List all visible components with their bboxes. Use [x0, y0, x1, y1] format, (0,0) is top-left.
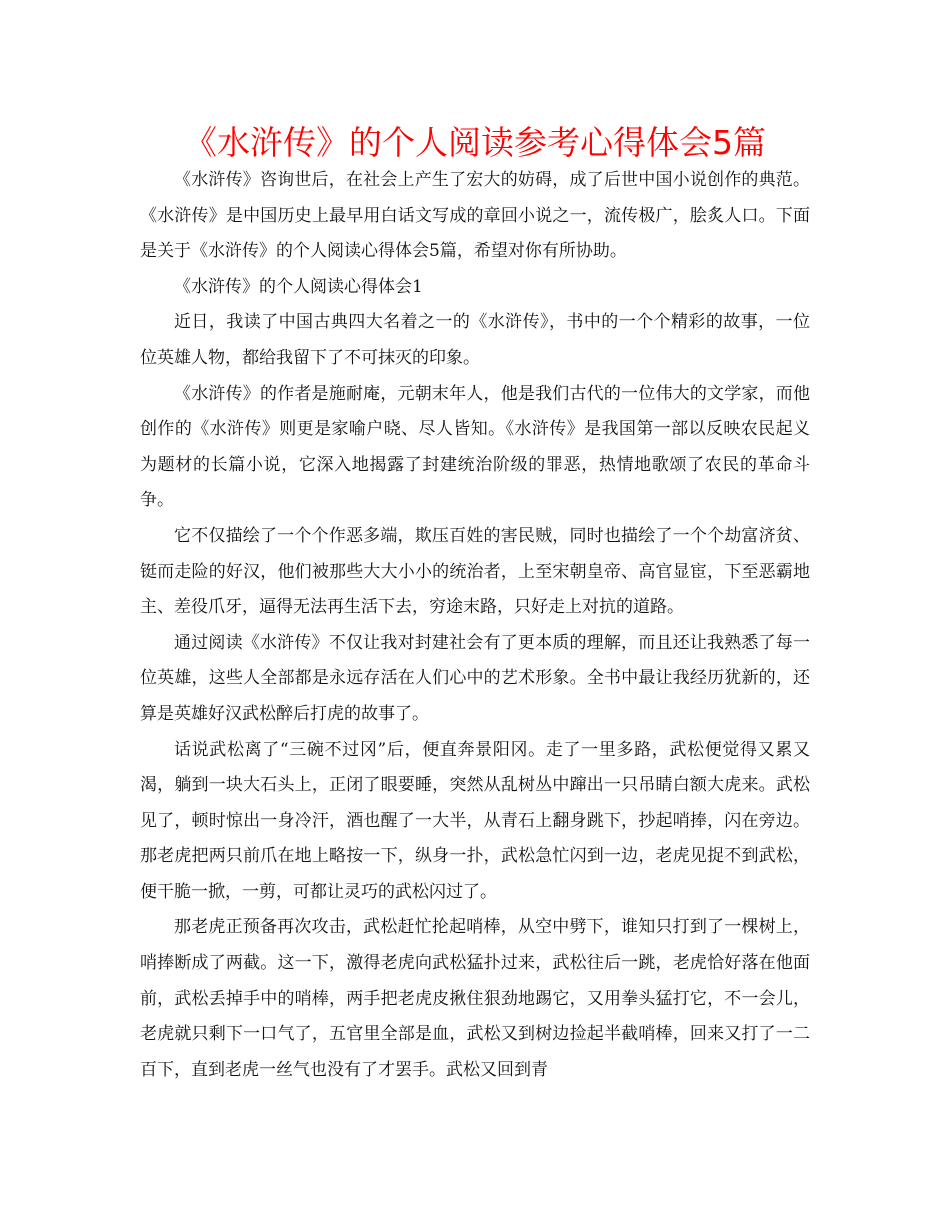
paragraph: 通过阅读《水浒传》不仅让我对封建社会有了更本质的理解，而且还让我熟悉了每一位英雄，这些人全部都是永远存活在人们心中的艺术形象。全书中最让我经历犹新的，还算是英雄好汉武松醉后打虎的故事了。	[140, 632, 810, 724]
paragraph: 那老虎正预备再次攻击，武松赶忙抡起哨棒，从空中劈下，谁知只打到了一棵树上，哨捧断成了两截。这一下，激得老虎向武松猛扑过来，武松往后一跳，老虎恰好落在他面前，武松丢掉手中的哨棒，两手把老虎皮揪住狠劲地踢它，又用拳头猛打它，不一会儿，老虎就只剩下一口气了，五官里全部是血，武松又到树边捡起半截哨棒，回来又打了一二百下，直到老虎一丝气也没有了才罢手。武松又回到青	[140, 917, 810, 1080]
document-body	[140, 163, 810, 1088]
document-title: 《水浒传》的个人阅读参考心得体会5篇	[184, 123, 766, 162]
section-heading: 《水浒传》的个人阅读心得体会1	[174, 276, 423, 297]
paragraph: 近日，我读了中国古典四大名着之一的《水浒传》，书中的一个个精彩的故事，一位位英雄人物，都给我留下了不可抹灭的印象。	[140, 312, 810, 368]
paragraph: 它不仅描绘了一个个作恶多端，欺压百姓的害民贼，同时也描绘了一个个劫富济贫、铤而走险的好汉，他们被那些大大小小的统治者，上至宋朝皇帝、高官显宦，下至恶霸地主、差役爪牙，逼得无法再生活下去，穷途末路，只好走上对抗的道路。	[140, 525, 810, 618]
paragraph: 话说武松离了“三碗不过冈”后，便直奔景阳冈。走了一里多路，武松便觉得又累又渴，躺到一块大石头上，正闭了眼要睡，突然从乱树丛中蹿出一只吊睛白额大虎来。武松见了，顿时惊出一身冷汗，酒也醒了一大半，从青石上翻身跳下，抄起哨捧，闪在旁边。那老虎把两只前爪在地上略按一下，纵身一扑，武松急忙闪到一边，老虎见捉不到武松，便干脆一掀，一剪，可都让灵巧的武松闪过了。	[140, 739, 810, 902]
paragraph: 《水浒传》的作者是施耐庵，元朝末年人，他是我们古代的一位伟大的文学家，而他创作的《水浒传》则更是家喻户晓、尽人皆知。《水浒传》是我国第一部以反映农民起义为题材的长篇小说，它深入地揭露了封建统治阶级的罪恶，热情地歌颂了农民的革命斗争。	[140, 383, 810, 511]
paragraph-intro: 《水浒传》咨询世后，在社会上产生了宏大的妨碍，成了后世中国小说创作的典范。《水浒传》是中国历史上最早用白话文写成的章回小说之一，流传极广，脍炙人口。下面是关于《水浒传》的个人阅读心得体会5篇，希望对你有所协助。	[140, 170, 810, 262]
